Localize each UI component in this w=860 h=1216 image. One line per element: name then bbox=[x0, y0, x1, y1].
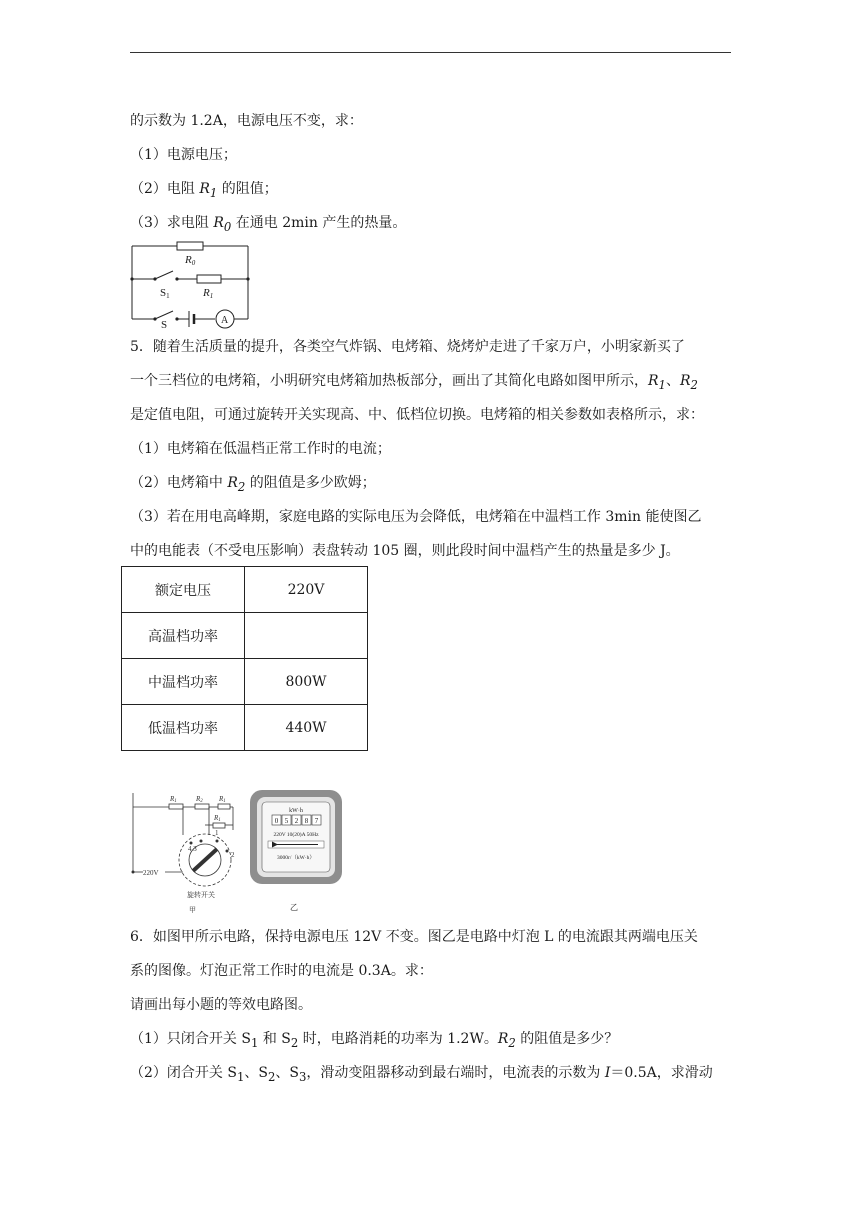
jia-caption: 甲 bbox=[189, 906, 196, 914]
jia-contacts-label: 4 3 bbox=[188, 845, 197, 853]
param-name: 高温档功率 bbox=[122, 613, 245, 659]
sub: 2 bbox=[290, 1035, 299, 1050]
meter-digits bbox=[272, 815, 321, 825]
table-row bbox=[122, 613, 368, 659]
jia-r1-label: R1 bbox=[170, 795, 177, 804]
sub: 1 bbox=[658, 377, 666, 392]
question-4-1: （1）电源电压； bbox=[130, 147, 237, 163]
text: （1）只闭合开关 S bbox=[130, 1031, 251, 1047]
sub: 2 bbox=[690, 377, 698, 392]
text: 的阻值是多少？ bbox=[515, 1031, 619, 1047]
meter-digit: 8 bbox=[304, 817, 309, 825]
param-name: 中温档功率 bbox=[122, 659, 245, 705]
r0-label: R0 bbox=[185, 254, 196, 267]
param-value: 800W bbox=[245, 659, 368, 705]
text: 的阻值； bbox=[217, 181, 278, 197]
s1-label: S1 bbox=[160, 287, 170, 300]
jia-r2-label: R2 bbox=[196, 795, 203, 804]
meter-digit: 0 bbox=[274, 817, 279, 825]
jia-r-label: R1 bbox=[219, 795, 226, 804]
question-5-3-line-2: 中的电能表（不受电压影响）表盘转动 105 圈，则此段时间中温档产生的热量是多少 J。 bbox=[130, 543, 680, 559]
yi-caption: 乙 bbox=[290, 903, 298, 912]
text: （3）求电阻 bbox=[130, 215, 214, 231]
meter-unit: kW·h bbox=[289, 808, 303, 814]
text: 、S bbox=[244, 1065, 268, 1081]
text: 时，电路消耗的功率为 1.2W。 bbox=[298, 1031, 498, 1047]
r1-label: R1 bbox=[203, 287, 214, 300]
param-name: 额定电压 bbox=[122, 567, 245, 613]
text: 一个三档位的电烤箱，小明研究电烤箱加热板部分，画出了其简化电路如图甲所示， bbox=[130, 373, 648, 389]
problem-6-line-3: 请画出每小题的等效电路图。 bbox=[130, 997, 312, 1013]
var: R bbox=[213, 215, 224, 231]
meter-digit: 5 bbox=[284, 817, 289, 825]
sub: 3 bbox=[298, 1069, 307, 1084]
meter-constant: 3000r/（kW·h） bbox=[277, 855, 315, 861]
sub: 1 bbox=[209, 185, 218, 200]
problem-6-line-1: 6．如图甲所示电路，保持电源电压 12V 不变。图乙是电路中灯泡 L 的电流跟其两端电压关 bbox=[130, 929, 698, 945]
meter-digit: 7 bbox=[314, 817, 319, 825]
problem-5-line-3: 是定值电阻，可通过旋转开关实现高、中、低档位切换。电烤箱的相关参数如表格所示，求： bbox=[130, 407, 704, 423]
question-4-2 bbox=[130, 179, 278, 203]
jia-contact-2: 2 bbox=[231, 851, 235, 859]
text: 和 S bbox=[258, 1031, 291, 1047]
sub: 2 bbox=[508, 1035, 516, 1050]
text: ＝0.5A，求滑动 bbox=[610, 1065, 713, 1081]
text: ，滑动变阻器移动到最右端时，电流表的示数为 bbox=[306, 1065, 605, 1081]
text: 的阻值是多少欧姆； bbox=[245, 475, 376, 491]
text: 在通电 2min 产生的热量。 bbox=[231, 215, 407, 231]
table-row bbox=[122, 567, 368, 613]
text: 、S bbox=[275, 1065, 299, 1081]
var: R bbox=[679, 373, 691, 389]
jia-r3-label: R1 bbox=[214, 814, 221, 823]
var: I bbox=[604, 1065, 611, 1081]
question-5-3-line-1: （3）若在用电高峰期，家庭电路的实际电压为会降低，电烤箱在中温档工作 3min 能使图乙 bbox=[130, 509, 702, 525]
var: R bbox=[199, 181, 210, 197]
sub: 1 bbox=[250, 1035, 259, 1050]
ammeter-label: A bbox=[221, 315, 229, 326]
sub: 2 bbox=[267, 1069, 276, 1084]
problem-5-line-1: 5．随着生活质量的提升，各类空气炸锅、电烤箱、烧烤炉走进了千家万户，小明家新买了 bbox=[130, 339, 685, 355]
sub: 2 bbox=[237, 479, 246, 494]
var: R bbox=[497, 1031, 509, 1047]
table-row bbox=[122, 659, 368, 705]
param-value bbox=[245, 613, 368, 659]
meter-digit: 2 bbox=[294, 817, 299, 825]
jia-contact-1: 1 bbox=[215, 829, 219, 837]
oven-circuit-diagram bbox=[125, 785, 245, 915]
question-4-3 bbox=[130, 213, 406, 237]
meter-rating: 220V 10(20)A 50Hz bbox=[273, 832, 319, 838]
text: （2）电阻 bbox=[130, 181, 200, 197]
problem-5-line-2 bbox=[130, 371, 698, 395]
text: （2）闭合开关 S bbox=[130, 1065, 237, 1081]
question-6-2 bbox=[130, 1063, 713, 1087]
sub: 1 bbox=[236, 1069, 245, 1084]
table-row bbox=[122, 705, 368, 751]
text: （2）电烤箱中 bbox=[130, 475, 228, 491]
var: R bbox=[648, 373, 659, 389]
energy-meter bbox=[246, 786, 346, 914]
question-6-1 bbox=[130, 1029, 618, 1053]
text: 、 bbox=[665, 373, 680, 389]
param-value: 220V bbox=[245, 567, 368, 613]
question-5-1: （1）电烤箱在低温档正常工作时的电流； bbox=[130, 441, 391, 457]
circuit-diagram-4 bbox=[125, 238, 260, 330]
param-name: 低温档功率 bbox=[122, 705, 245, 751]
sub: 0 bbox=[223, 219, 232, 234]
parameter-table bbox=[121, 566, 368, 751]
var: R bbox=[227, 475, 238, 491]
s-label: S bbox=[161, 319, 168, 330]
jia-switch-label: 旋转开关 bbox=[187, 891, 215, 899]
continuation-line: 的示数为 1.2A，电源电压不变，求： bbox=[130, 113, 363, 129]
problem-6-line-2: 系的图像。灯泡正常工作时的电流是 0.3A。求： bbox=[130, 963, 433, 979]
jia-source-label: 220V bbox=[143, 869, 159, 877]
question-5-2 bbox=[130, 473, 376, 497]
header-rule bbox=[130, 52, 731, 53]
param-value: 440W bbox=[245, 705, 368, 751]
